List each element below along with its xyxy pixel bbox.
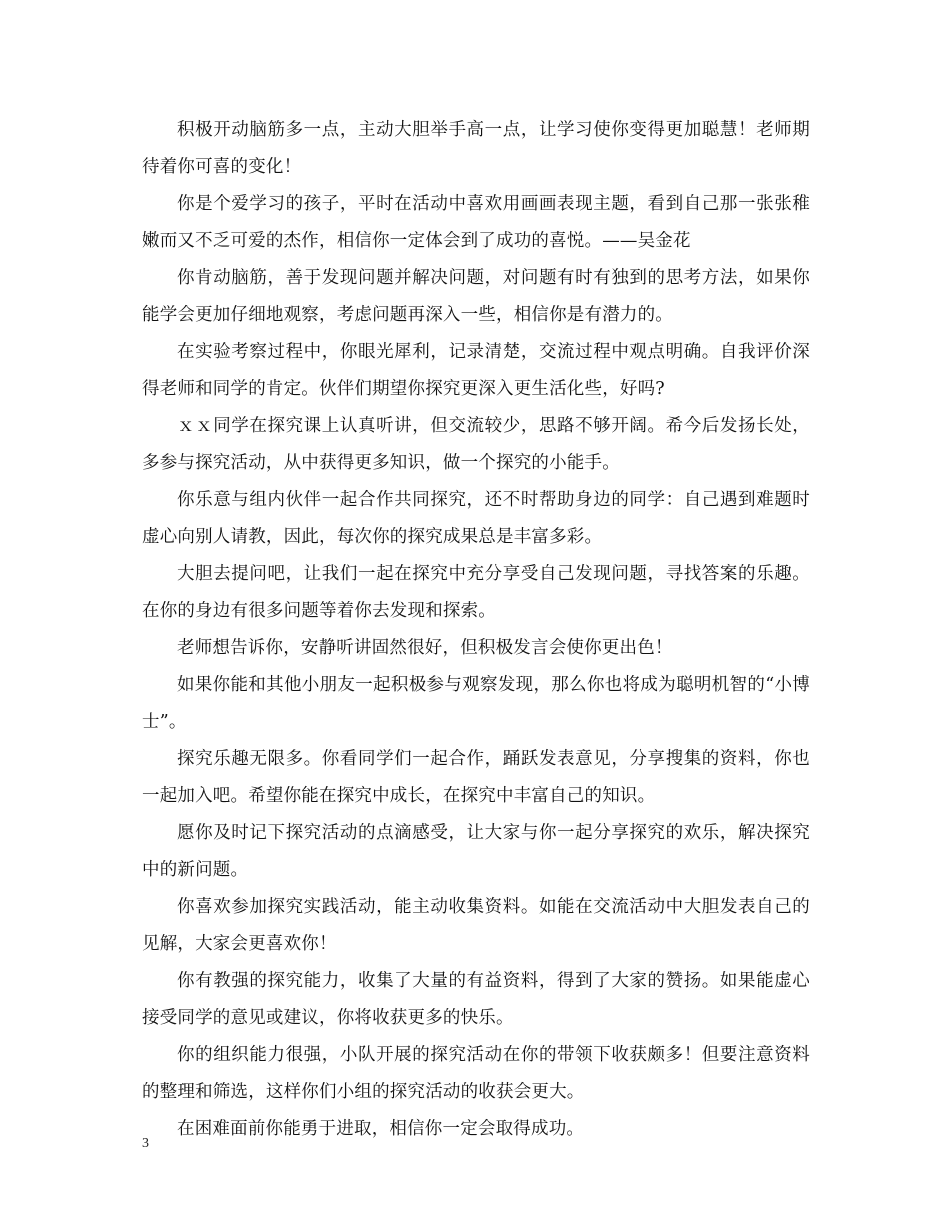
paragraph-4: 在实验考察过程中，你眼光犀利，记录清楚，交流过程中观点明确。自我评价深得老师和同学的肯定。伙伴们期望你探究更深入更生活化些，好吗? (142, 342, 810, 399)
paragraph-15: 在困难面前你能勇于进取，相信你一定会取得成功。 (177, 1119, 585, 1139)
document-body (142, 112, 810, 1148)
paragraph-11: 愿你及时记下探究活动的点滴感受，让大家与你一起分享探究的欢乐，解决探究中的新问题。 (142, 823, 810, 880)
paragraph-14: 你的组织能力很强，小队开展的探究活动在你的带领下收获颇多！但要注意资料的整理和筛选，这样你们小组的探究活动的收获会更大。 (142, 1045, 810, 1102)
paragraph-12: 你喜欢参加探究实践活动，能主动收集资料。如能在交流活动中大胆发表自己的见解，大家会更喜欢你！ (142, 897, 810, 954)
paragraph-1: 积极开动脑筋多一点，主动大胆举手高一点，让学习使你变得更加聪慧！老师期待着你可喜的变化！ (142, 120, 810, 177)
paragraph-2: 你是个爱学习的孩子，平时在活动中喜欢用画画表现主题，看到自己那一张张稚嫩而又不乏可爱的杰作，相信你一定体会到了成功的喜悦。——吴金花 (142, 194, 810, 251)
paragraph-9: 如果你能和其他小朋友一起积极参与观察发现，那么你也将成为聪明机智的“小博士”。 (142, 675, 810, 732)
paragraph-6: 你乐意与组内伙伴一起合作共同探究，还不时帮助身边的同学：自己遇到难题时虚心向别人请教，因此，每次你的探究成果总是丰富多彩。 (142, 490, 810, 547)
paragraph-13: 你有教强的探究能力，收集了大量的有益资料，得到了大家的赞扬。如果能虚心接受同学的意见或建议，你将收获更多的快乐。 (142, 971, 810, 1028)
paragraph-8: 老师想告诉你，安静听讲固然很好，但积极发言会使你更出色！ (177, 638, 673, 658)
paragraph-5: ｘｘ同学在探究课上认真听讲，但交流较少，思路不够开阔。希今后发扬长处，多参与探究活动，从中获得更多知识，做一个探究的小能手。 (142, 416, 810, 473)
paragraph-3: 你肯动脑筋，善于发现问题并解决问题，对问题有时有独到的思考方法，如果你能学会更加仔细地观察，考虑问题再深入一些，相信你是有潜力的。 (142, 268, 810, 325)
paragraph-7: 大胆去提问吧，让我们一起在探究中充分享受自己发现问题，寻找答案的乐趣。在你的身边有很多问题等着你去发现和探索。 (142, 564, 810, 621)
page-number: 3 (142, 1136, 149, 1151)
paragraph-10: 探究乐趣无限多。你看同学们一起合作，踊跃发表意见，分享搜集的资料，你也一起加入吧。希望你能在探究中成长，在探究中丰富自己的知识。 (142, 749, 810, 806)
